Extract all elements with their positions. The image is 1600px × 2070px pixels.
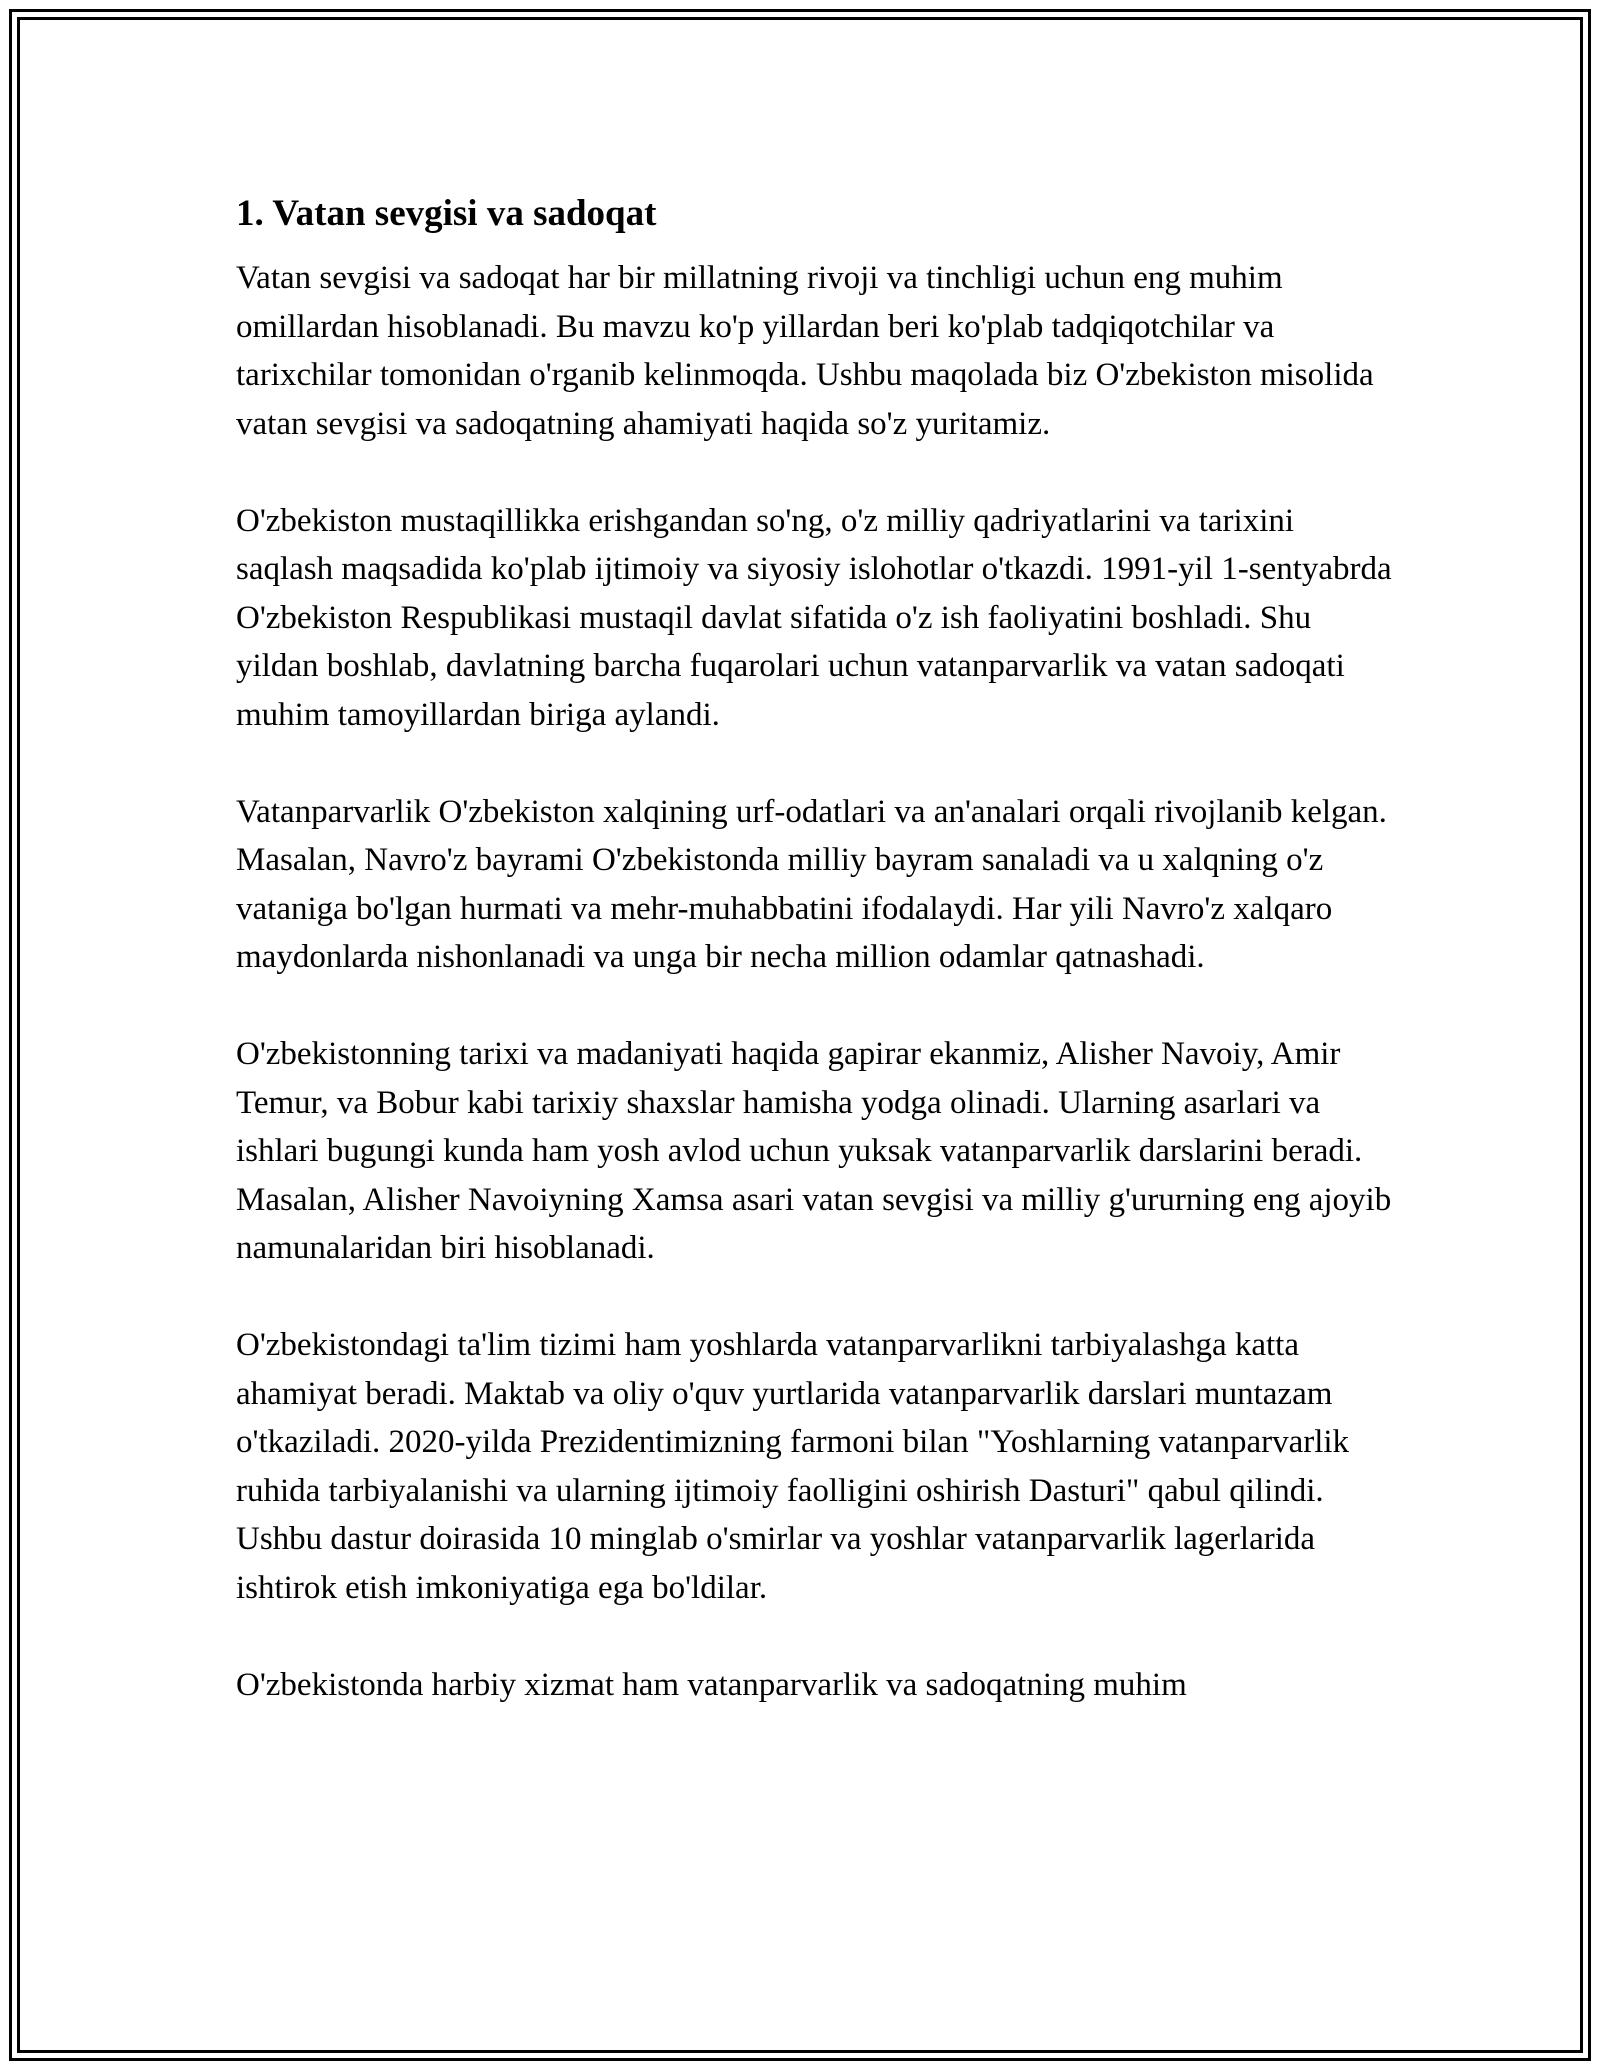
paragraph-education: O'zbekistondagi ta'lim tizimi ham yoshlarda vatanparvarlikni tarbiyalashga katta ahamiyat beradi. Maktab va oliy o'quv yurtlarida vatanparvarlik darslari muntazam o'tkaziladi. 2020-yilda Prezidentimizning farmoni bilan "Yoshlarning vatanparvarlik ruhida tarbiyalanishi va ularning ijtimoiy faolligini oshirish Dasturi" qabul qilindi. Ushbu dastur doirasida 10 minglab o'smirlar va yoshlar vatanparvarlik lagerlarida ishtirok etish imkoniyatiga ega bo'ldilar. xyxy=(236,1327,1350,1606)
paragraph-history: O'zbekistonning tarixi va madaniyati haqida gapirar ekanmiz, Alisher Navoiy, Amir Temur, va Bobur kabi tarixiy shaxslar hamisha yodga olinadi. Ularning asarlari va ishlari bugungi kunda ham yosh avlod uchun yuksak vatanparvarlik darslarini beradi. Masalan, Alisher Navoiyning Xamsa asari vatan sevgisi va milliy g'ururning eng ajoyib namunalaridan biri hisoblanadi. xyxy=(236,1036,1392,1266)
paragraph-military: O'zbekistonda harbiy xizmat ham vatanparvarlik va sadoqatning muhim xyxy=(236,1666,1187,1703)
paragraph-intro: Vatan sevgisi va sadoqat har bir millatning rivoji va tinchligi uchun eng muhim omillardan hisoblanadi. Bu mavzu ko'p yillardan beri ko'plab tadqiqotchilar va tarixchilar tomonidan o'rganib kelinmoqda. Ushbu maqolada biz O'zbekiston misolida vatan sevgisi va sadoqatning ahamiyati haqida so'z yuritamiz. xyxy=(236,260,1374,442)
document-body xyxy=(236,186,1396,1758)
section-heading: 1. Vatan sevgisi va sadoqat xyxy=(236,193,657,234)
paragraph-independence: O'zbekiston mustaqillikka erishgandan so'ng, o'z milliy qadriyatlarini va tarixini saqlash maqsadida ko'plab ijtimoiy va siyosiy islohotlar o'tkazdi. 1991-yil 1-sentyabrda O'zbekiston Respublikasi mustaqil davlat sifatida o'z ish faoliyatini boshladi. Shu yildan boshlab, davlatning barcha fuqarolari uchun vatanparvarlik va vatan sadoqati muhim tamoyillardan biriga aylandi. xyxy=(236,502,1392,733)
paragraph-traditions: Vatanparvarlik O'zbekiston xalqining urf-odatlari va an'analari orqali rivojlanib kelgan. Masalan, Navro'z bayrami O'zbekistonda milliy bayram sanaladi va u xalqning o'z vataniga bo'lgan hurmati va mehr-muhabbatini ifodalaydi. Har yili Navro'z xalqaro maydonlarda nishonlanadi va unga bir necha million odamlar qatnashadi. xyxy=(236,793,1387,975)
